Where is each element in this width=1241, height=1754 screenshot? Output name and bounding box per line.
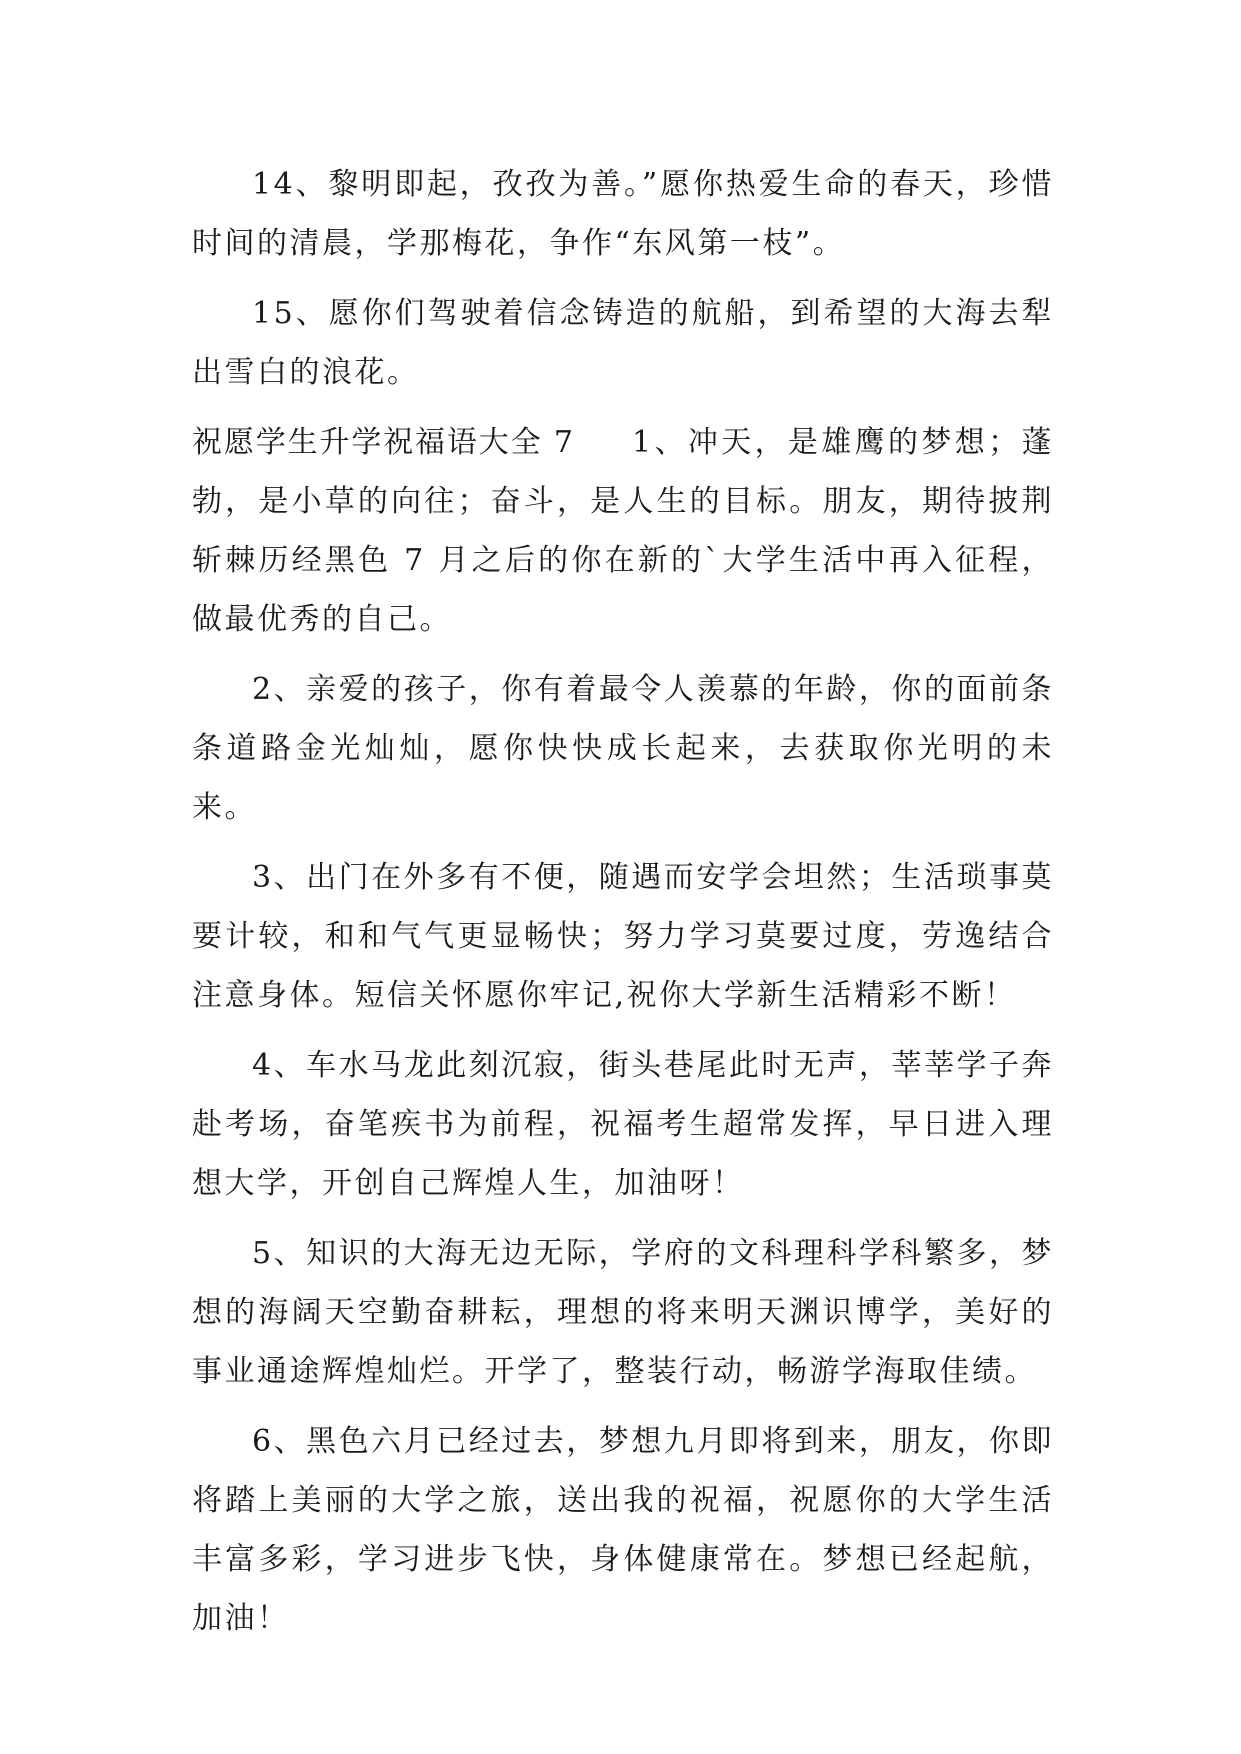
section-heading-paragraph: [192, 413, 1054, 649]
paragraph-15: 15、愿你们驾驶着信念铸造的航船，到希望的大海去犁出雪白的浪花。: [192, 296, 1054, 390]
list-item-4: 4、车水马龙此刻沉寂，街头巷尾此时无声，莘莘学子奔赴考场，奋笔疾书为前程，祝福考生超常发挥，早日进入理想大学，开创自己辉煌人生，加油呀！: [192, 1048, 1054, 1201]
section-item-1: 1、冲天，是雄鹰的梦想；蓬勃，是小草的向往；奋斗，是人生的目标。朋友，期待披荆斩棘历经黑色 7 月之后的你在新的`大学生活中再入征程，做最优秀的自己。: [192, 425, 1054, 637]
paragraph-14: 14、黎明即起，孜孜为善。”愿你热爱生命的春天，珍惜时间的清晨，学那梅花，争作“东风第一枝”。: [192, 167, 1054, 261]
document-body: [192, 155, 1054, 1659]
list-item-5: 5、知识的大海无边无际，学府的文科理科学科繁多，梦想的海阔天空勤奋耕耘，理想的将来明天渊识博学，美好的事业通途辉煌灿烂。开学了，整装行动，畅游学海取佳绩。: [192, 1236, 1054, 1389]
list-item-6: 6、黑色六月已经过去，梦想九月即将到来，朋友，你即将踏上美丽的大学之旅，送出我的祝福，祝愿你的大学生活丰富多彩，学习进步飞快，身体健康常在。梦想已经起航，加油！: [192, 1424, 1054, 1636]
list-item-2: 2、亲爱的孩子，你有着最令人羡慕的年龄，你的面前条条道路金光灿灿，愿你快快成长起来，去获取你光明的未来。: [192, 672, 1054, 825]
section-title: 祝愿学生升学祝福语大全 7: [192, 425, 575, 460]
list-item-3: 3、出门在外多有不便，随遇而安学会坦然；生活琐事莫要计较，和和气气更显畅快；努力学习莫要过度，劳逸结合注意身体。短信关怀愿你牢记,祝你大学新生活精彩不断！: [192, 860, 1054, 1013]
